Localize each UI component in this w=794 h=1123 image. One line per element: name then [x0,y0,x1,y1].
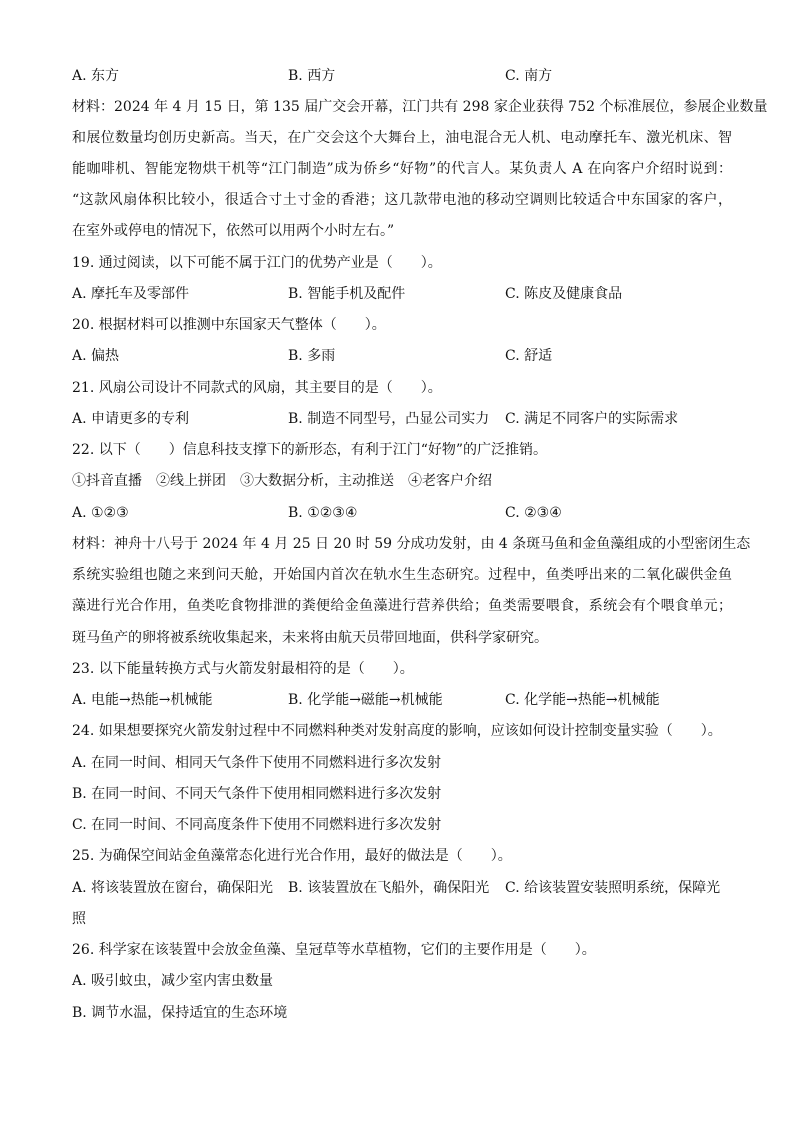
q21-stem: 21. 风扇公司设计不同款式的风扇，其主要目的是（ ）。 [72,380,442,396]
q26-stem: 26. 科学家在该装置中会放金鱼藻、皇冠草等水草植物，它们的主要作用是（ ）。 [72,942,596,958]
q24-option-c: C. 在同一时间、不同高度条件下使用不同燃料进行多次发射 [72,817,442,833]
q26-option-a: A. 吸引蚊虫，减少室内害虫数量 [72,973,274,989]
q20-option-c: C. 舒适 [505,348,553,364]
q18-option-c: C. 南方 [505,68,553,84]
q21-option-c: C. 满足不同客户的实际需求 [505,411,679,427]
q24-option-b: B. 在同一时间、不同天气条件下使用相同燃料进行多次发射 [72,786,442,802]
q22-option-b: B. ①②③④ [288,505,358,521]
q23-option-a: A. 电能→热能→机械能 [72,692,213,708]
q25-option-a: A. 将该装置放在窗台，确保阳光 [72,880,274,896]
q18-option-a: A. 东方 [72,68,120,84]
material-1-line: 在室外或停电的情况下，依然可以用两个小时左右。” [72,223,395,239]
q19-option-a: A. 摩托车及零部件 [72,286,190,302]
q25-option-c-wrap: 照 [72,911,86,927]
material-2-line: 斑马鱼产的卵将被系统收集起来，未来将由航天员带回地面，供科学家研究。 [72,630,548,646]
q20-stem: 20. 根据材料可以推测中东国家天气整体（ ）。 [72,317,386,333]
material-1-line: “这款风扇体积比较小，很适合寸土寸金的香港；这几款带电池的移动空调则比较适合中东国家的客户， [72,192,732,208]
q22-option-a: A. ①②③ [72,505,129,521]
q25-option-c: C. 给该装置安装照明系统，保障光 [505,880,721,896]
q22-stem: 22. 以下（ ）信息科技支撑下的新形态，有利于江门“好物”的广泛推销。 [72,442,548,458]
q18-option-b: B. 西方 [288,68,336,84]
material-1-line: 和展位数量均创历史新高。当天，在广交会这个大舞台上，油电混合无人机、电动摩托车、激光机床、智 [72,130,732,146]
q21-option-b: B. 制造不同型号，凸显公司实力 [288,411,490,427]
material-2-line: 系统实验组也随之来到问天舱，开始国内首次在轨水生生态研究。过程中，鱼类呼出来的二氧化碳供金鱼 [72,567,732,583]
material-2-line: 藻进行光合作用，鱼类吃食物排泄的粪便给金鱼藻进行营养供给；鱼类需要喂食，系统会有个喂食单元； [72,598,732,614]
q20-option-b: B. 多雨 [288,348,336,364]
q25-option-b: B. 该装置放在飞船外，确保阳光 [288,880,490,896]
q23-stem: 23. 以下能量转换方式与火箭发射最相符的是（ ）。 [72,661,414,677]
q23-option-b: B. 化学能→磁能→机械能 [288,692,443,708]
q20-option-a: A. 偏热 [72,348,120,364]
material-1-line: 能咖啡机、智能宠物烘干机等“江门制造”成为侨乡“好物”的代言人。某负责人 A 在向客户介绍时说到： [72,161,732,177]
q24-option-a: A. 在同一时间、相同天气条件下使用不同燃料进行多次发射 [72,755,442,771]
q22-items: ①抖音直播 ②线上拼团 ③大数据分析，主动推送 ④老客户介绍 [72,473,492,489]
q25-stem: 25. 为确保空间站金鱼藻常态化进行光合作用，最好的做法是（ ）。 [72,848,512,864]
q23-option-c: C. 化学能→热能→机械能 [505,692,660,708]
q19-option-b: B. 智能手机及配件 [288,286,406,302]
q19-stem: 19. 通过阅读，以下可能不属于江门的优势产业是（ ）。 [72,255,442,271]
q22-option-c: C. ②③④ [505,505,562,521]
q19-option-c: C. 陈皮及健康食品 [505,286,623,302]
q26-option-b: B. 调节水温，保持适宜的生态环境 [72,1005,288,1021]
material-2-line: 材料：神舟十八号于 2024 年 4 月 25 日 20 时 59 分成功发射，由 4 条斑马鱼和金鱼藻组成的小型密闭生态 [72,536,751,552]
q21-option-a: A. 申请更多的专利 [72,411,190,427]
material-1-line: 材料：2024 年 4 月 15 日，第 135 届广交会开幕，江门共有 298 家企业获得 752 个标准展位，参展企业数量 [72,99,768,115]
q24-stem: 24. 如果想要探究火箭发射过程中不同燃料种类对发射高度的影响，应该如何设计控制变量实验（ ）。 [72,723,722,739]
